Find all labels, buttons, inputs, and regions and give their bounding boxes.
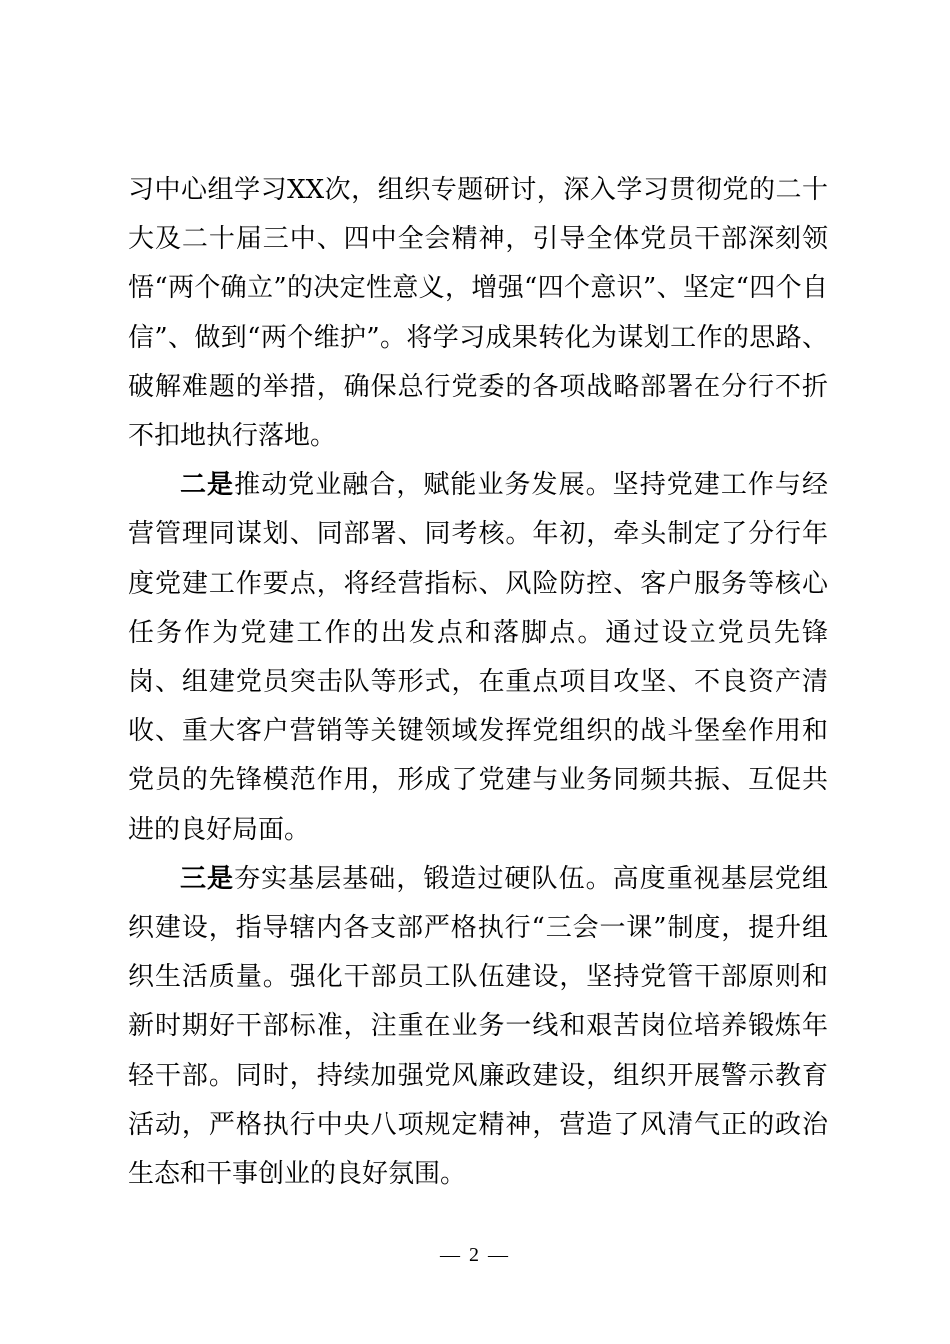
paragraph-continued — [128, 166, 828, 461]
document-body — [128, 166, 828, 1199]
paragraph-two — [128, 461, 828, 855]
paragraph-text: 习中心组学习XX次，组织专题研讨，深入学习贯彻党的二十大及二十届三中、四中全会精神，引导全体党员干部深刻领悟“两个确立”的决定性意义，增强“四个意识”、坚定“四个自信”、做到“两个维护”。将学习成果转化为谋划工作的思路、破解难题的举措，确保总行党委的各项战略部署在分行不折不扣地执行落地。 — [128, 175, 828, 452]
paragraph-lead: 二是 — [180, 470, 235, 501]
paragraph-lead: 三是 — [180, 863, 235, 894]
page-number: — 2 — — [440, 1244, 510, 1266]
paragraph-three — [128, 855, 828, 1199]
paragraph-text: 夯实基层基础，锻造过硬队伍。高度重视基层党组织建设，指导辖内各支部严格执行“三会一课”制度，提升组织生活质量。强化干部员工队伍建设，坚持党管干部原则和新时期好干部标准，注重在业务一线和艰苦岗位培养锻炼年轻干部。同时，持续加强党风廉政建设，组织开展警示教育活动，严格执行中央八项规定精神，营造了风清气正的政治生态和干事创业的良好氛围。 — [128, 863, 828, 1190]
paragraph-text: 推动党业融合，赋能业务发展。坚持党建工作与经营管理同谋划、同部署、同考核。年初，牵头制定了分行年度党建工作要点，将经营指标、风险防控、客户服务等核心任务作为党建工作的出发点和落脚点。通过设立党员先锋岗、组建党员突击队等形式，在重点项目攻坚、不良资产清收、重大客户营销等关键领域发挥党组织的战斗堡垒作用和党员的先锋模范作用，形成了党建与业务同频共振、互促共进的良好局面。 — [128, 470, 828, 845]
